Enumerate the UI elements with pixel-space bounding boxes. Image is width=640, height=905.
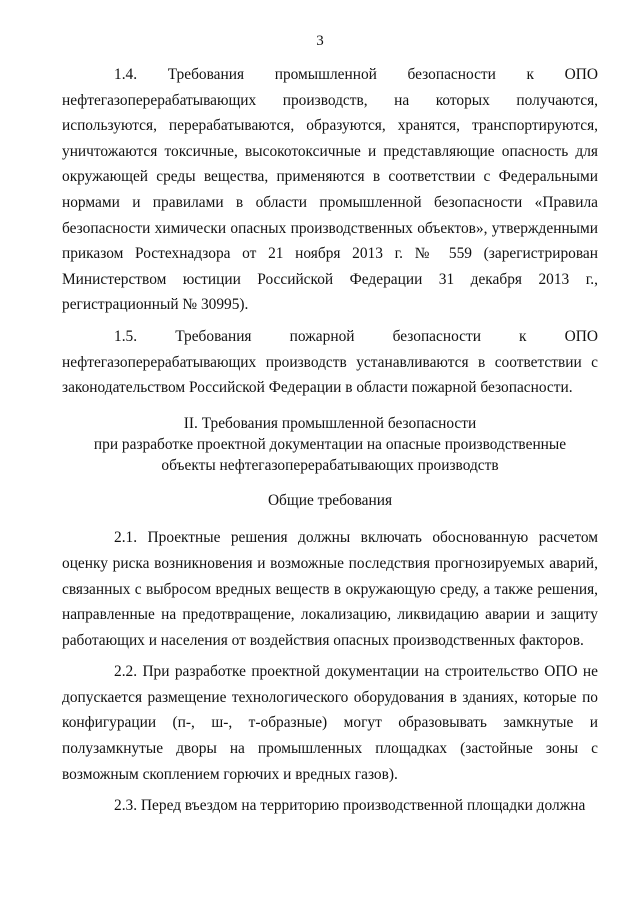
paragraph-2-3: 2.3. Перед въездом на территорию производственной площадки должна [114,797,586,815]
page-number: 3 [316,33,324,49]
paragraph-2-2: 2.2. При разработке проектной документации на строительство ОПО не допускается размещение технологического оборудования в зданиях, которые по конфигурации (п-, ш-, т-образные) могут образовывать замкнутые и полузамкнутые дворы на промышленных площадках (застойные зоны с возможным скоплением горючих и вредных газов). [62,663,598,783]
section-heading-line-1: II. Требования промышленной безопасности [183,414,477,432]
subsection-heading: Общие требования [267,491,393,509]
paragraph-2-1: 2.1. Проектные решения должны включать обоснованную расчетом оценку риска возникновения и возможные последствия прогнозируемых аварий, связанных с выбросом вредных веществ в окружающую среду, а также решения, направленные на предотвращение, локализацию, ликвидацию аварии и защиту работающих и населения от воздействия опасных производственных факторов. [62,529,598,649]
document-body [62,62,598,819]
section-heading-line-2: при разработке проектной документации на опасные производственные [93,435,567,453]
section-heading-line-3: объекты нефтегазоперерабатывающих производств [161,456,499,474]
paragraph-1-5: 1.5. Требования пожарной безопасности к ОПО нефтегазоперерабатывающих производств устанавливаются в соответствии с законодательством Российской Федерации в области пожарной безопасности. [62,327,598,397]
paragraph-1-4: 1.4. Требования промышленной безопасности к ОПО нефтегазоперерабатывающих производств, на которых получаются, используются, перерабатываются, образуются, хранятся, транспортируются, уничтожаются токсичные, высокотоксичные и представляющие опасность для окружающей среды вещества, применяются в соответствии с Федеральными нормами и правилами в области промышленной безопасности «Правила безопасности химически опасных производственных объектов», утвержденными приказом Ростехнадзора от 21 ноября 2013 г. № 559 (зарегистрирован Министерством юстиции Российской Федерации 31 декабря 2013 г., регистрационный № 30995). [62,66,598,314]
section-heading [62,413,598,476]
